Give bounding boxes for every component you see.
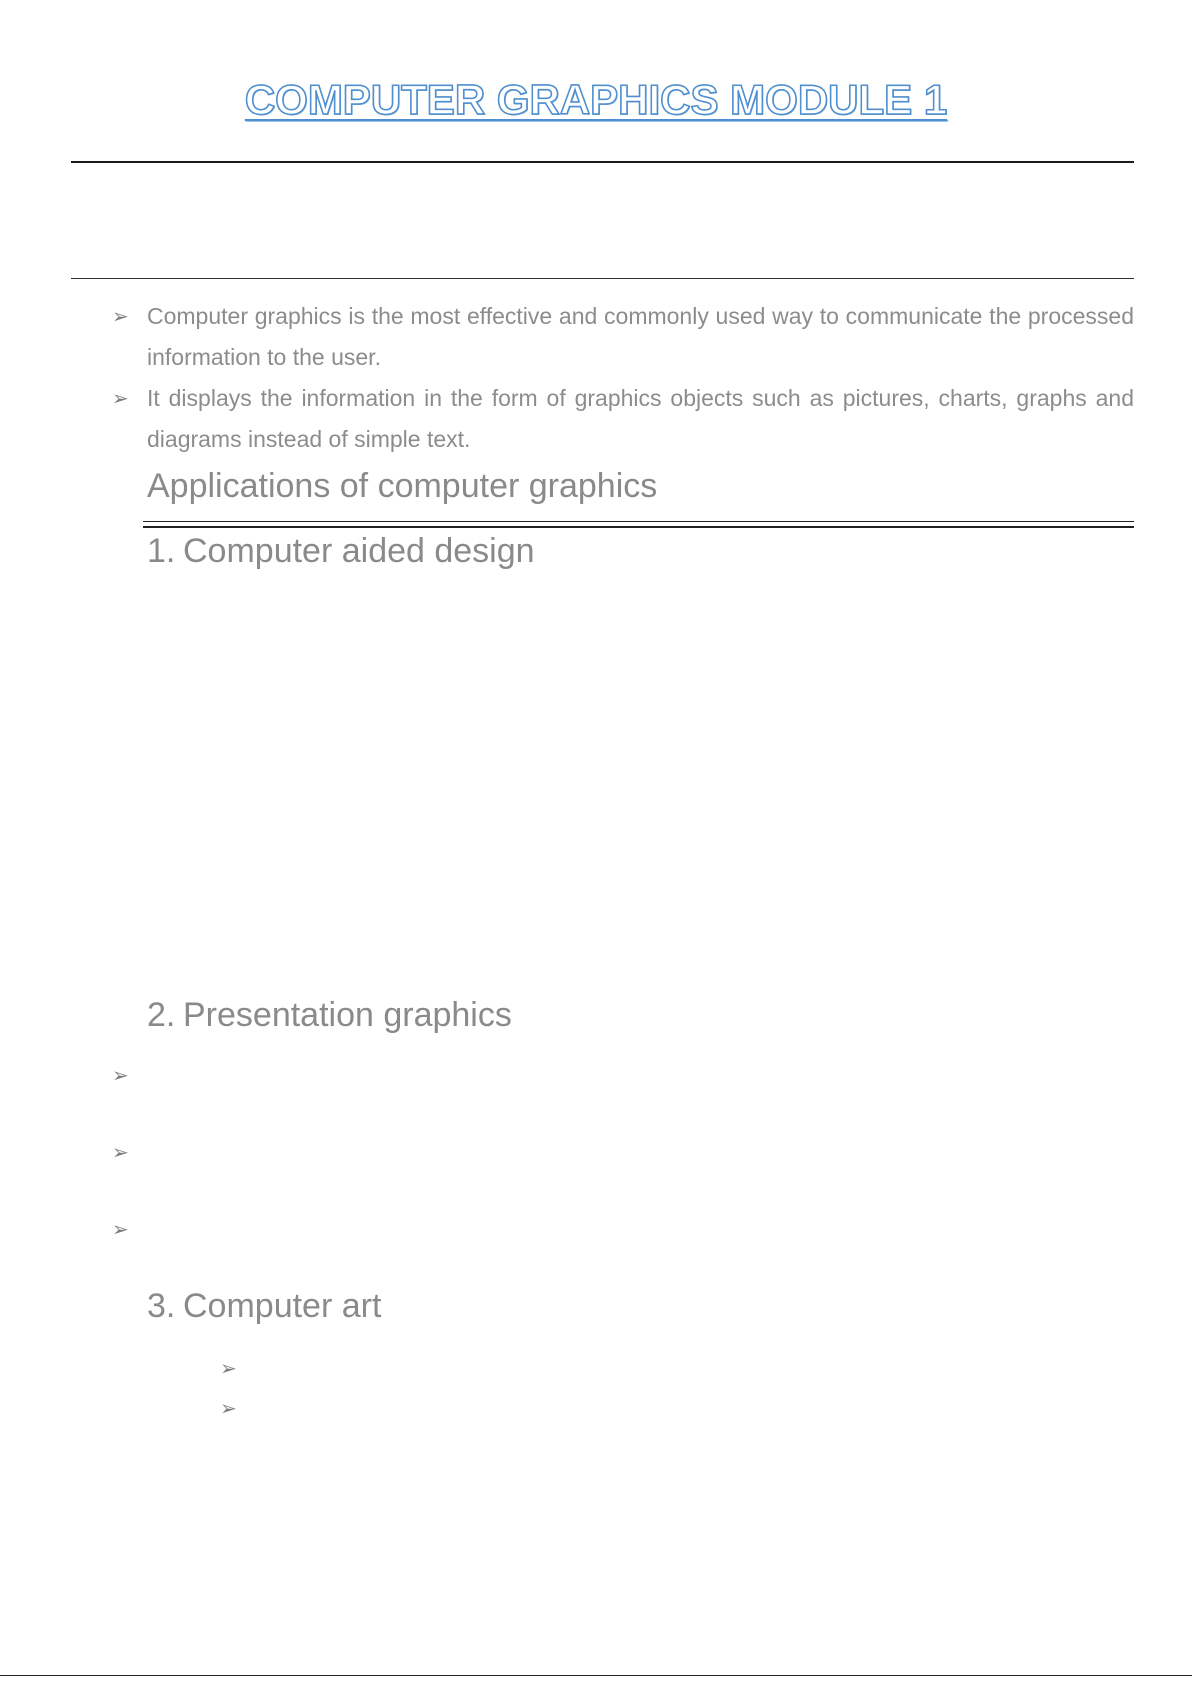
subsection-number: 1. (147, 532, 176, 570)
bullet-arrow-icon: ➢ (112, 304, 129, 328)
subsection-cad (147, 532, 535, 571)
subsection-title: Presentation graphics (183, 996, 512, 1034)
section-rule (143, 521, 1134, 522)
subsection-number: 2. (147, 996, 176, 1034)
bullet-arrow-icon: ➢ (112, 1217, 129, 1241)
header-rule (71, 278, 1134, 279)
bullet-arrow-icon: ➢ (112, 1140, 129, 1164)
subsection-number: 3. (147, 1287, 176, 1325)
bullet-arrow-icon: ➢ (112, 1063, 129, 1087)
bullet-arrow-icon: ➢ (220, 1396, 237, 1420)
document-title: COMPUTER GRAPHICS MODULE 1 (244, 76, 948, 123)
subsection-title: Computer aided design (183, 532, 535, 570)
bullet-arrow-icon: ➢ (112, 386, 129, 410)
subsection-computer-art (147, 1287, 381, 1326)
subsection-presentation (147, 996, 512, 1035)
page-bottom-rule (0, 1675, 1192, 1676)
section-rule-double (143, 526, 1134, 528)
top-rule (71, 161, 1134, 163)
intro-bullet-1: Computer graphics is the most effective and commonly used way to communicate the processed information to the user. (147, 303, 1134, 370)
section-heading: Applications of computer graphics (147, 467, 658, 505)
bullet-arrow-icon: ➢ (220, 1356, 237, 1380)
intro-bullet-2: It displays the information in the form of graphics objects such as pictures, charts, graphs and diagrams instead of simple text. (147, 385, 1134, 452)
subsection-title: Computer art (183, 1287, 382, 1325)
